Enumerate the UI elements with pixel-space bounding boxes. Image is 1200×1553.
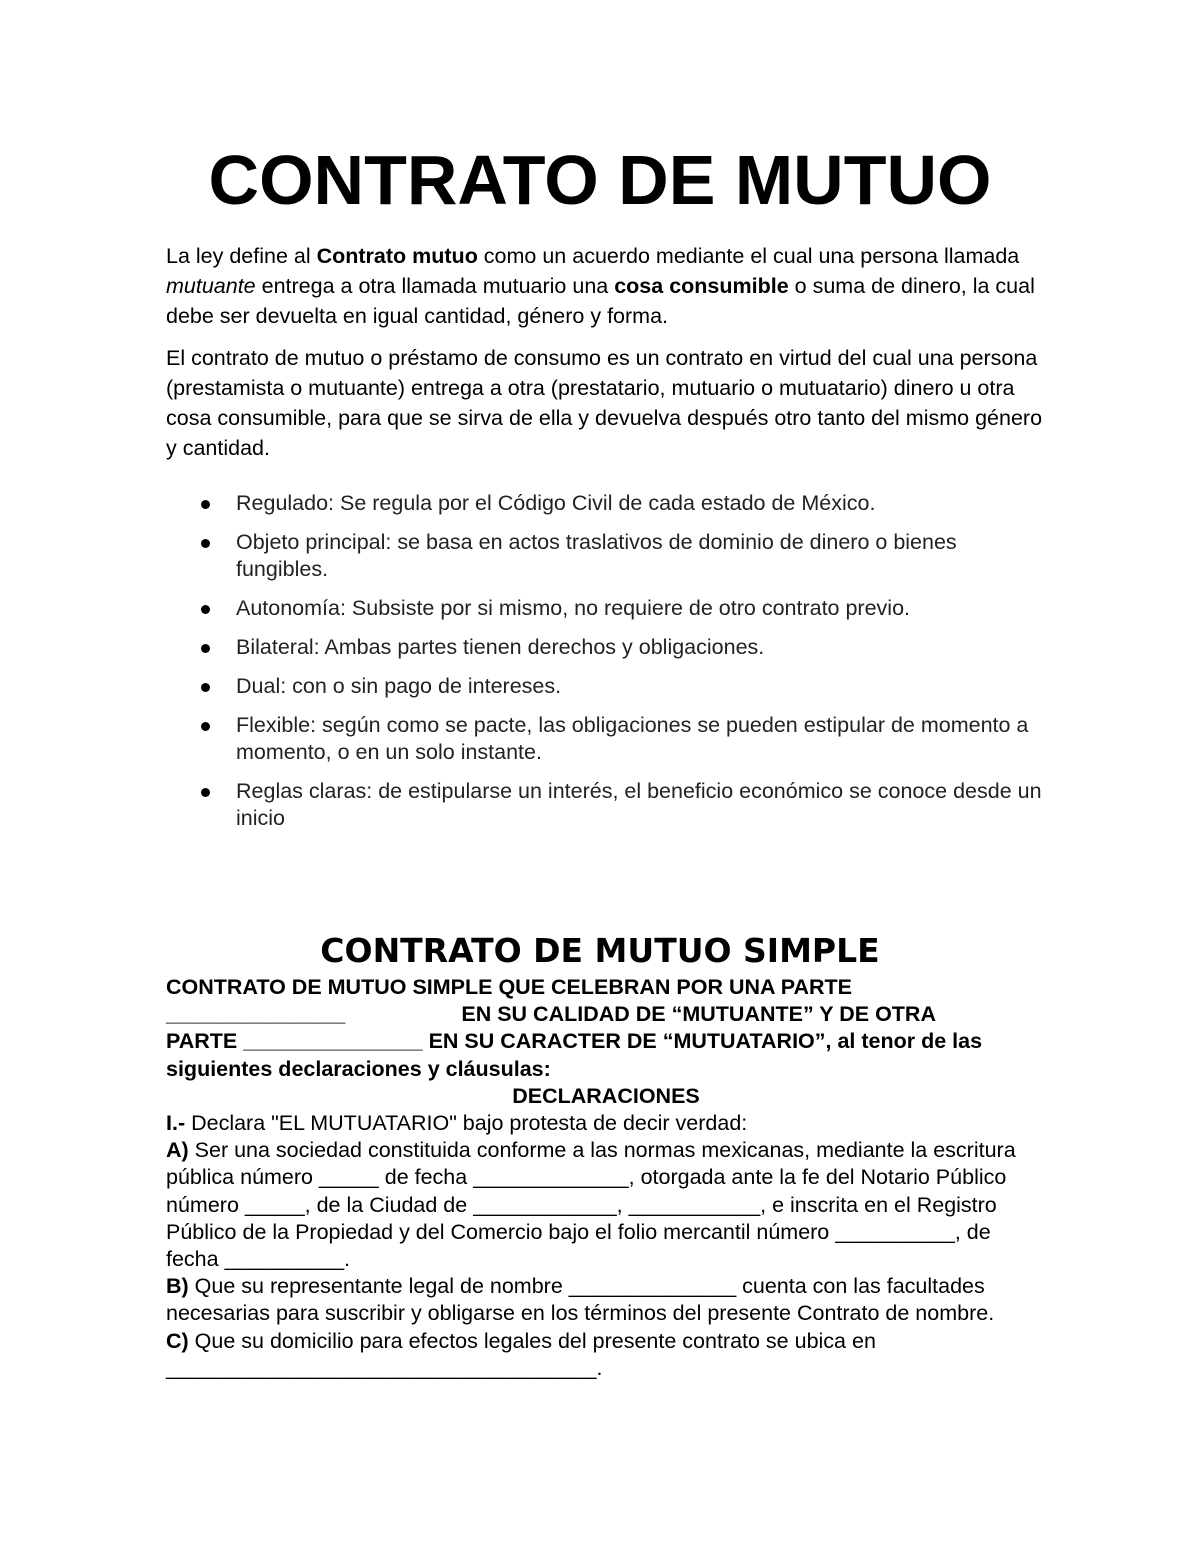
list-item-text: Flexible: según como se pacte, las obligaciones se pueden estipular de momento a momento, o en un solo instante. [236, 713, 1029, 764]
bullet-icon [201, 788, 210, 797]
declaration-c [166, 1328, 1046, 1382]
declaration-a [166, 1137, 1046, 1273]
declaration-b-text: Que su representante legal de nombre ______________ cuenta con las facultades necesarias para suscribir y obligarse en los términos del presente Contrato de nombre. [166, 1274, 995, 1326]
intro-text-3: entrega a otra llamada mutuario una [255, 274, 615, 298]
intro-italic-mutuante: mutuante [166, 274, 256, 298]
contract-heading-line-2: EN SU CALIDAD DE “MUTUANTE” Y DE OTRA [461, 1002, 936, 1027]
list-item [166, 529, 1046, 583]
list-item [166, 490, 1046, 517]
declaration-b [166, 1273, 1046, 1327]
list-item [166, 673, 1046, 700]
contract-heading-line-3: PARTE _______________ EN SU CARACTER DE “MUTUATARIO”, al tenor de las siguientes declaraciones y cláusulas: [166, 1029, 983, 1081]
contract-heading-line-1: CONTRATO DE MUTUO SIMPLE QUE CELEBRAN POR UNA PARTE [166, 975, 853, 999]
list-item-text: Bilateral: Ambas partes tienen derechos y obligaciones. [236, 635, 765, 659]
declaraciones-heading: DECLARACIONES [512, 1083, 700, 1108]
bullet-icon [201, 539, 210, 548]
bullet-icon [201, 644, 210, 653]
bullet-icon [201, 683, 210, 692]
bullet-icon [201, 722, 210, 731]
intro-text-1: La ley define al [166, 244, 317, 268]
intro-paragraph [166, 241, 1046, 331]
declaration-i [166, 1110, 1046, 1137]
intro-bold-contrato-mutuo: Contrato mutuo [316, 244, 478, 268]
document-title: CONTRATO DE MUTUO [208, 141, 992, 219]
list-item-text: Regulado: Se regula por el Código Civil de cada estado de México. [236, 491, 876, 515]
contract-heading-blank: _______________ [166, 1002, 346, 1027]
declaration-a-text: Ser una sociedad constituida conforme a las normas mexicanas, mediante la escritura pública número _____ de fecha _____________, otorgada ante la fe del Notario Público número _____, de la Ciudad de ____________, ___________, e inscrita en el Registro Público de la Propiedad y del Comercio bajo el folio mercantil número __________, de fecha __________. [166, 1138, 1016, 1272]
list-item [166, 634, 1046, 661]
section-title: CONTRATO DE MUTUO SIMPLE [320, 931, 880, 970]
declaration-i-label: I.- [166, 1111, 186, 1136]
intro-text-4: o suma de dinero, la cual debe ser devuelta en igual cantidad, género y forma. [166, 274, 1035, 328]
intro-text-2: como un acuerdo mediante el cual una persona llamada [477, 244, 1020, 268]
list-item-text: Reglas claras: de estipularse un interés, el beneficio económico se conoce desde un inicio [236, 779, 1042, 830]
list-item-text: Objeto principal: se basa en actos traslativos de dominio de dinero o bienes fungibles. [236, 530, 957, 581]
bullet-icon [201, 605, 210, 614]
intro-bold-cosa-consumible: cosa consumible [614, 274, 789, 298]
declaration-b-label: B) [166, 1274, 189, 1299]
list-item [166, 712, 1046, 766]
list-item-text: Autonomía: Subsiste por si mismo, no requiere de otro contrato previo. [236, 596, 911, 620]
bullet-icon [201, 500, 210, 509]
list-item-text: Dual: con o sin pago de intereses. [236, 674, 562, 698]
declaration-c-label: C) [166, 1328, 189, 1353]
list-item [166, 595, 1046, 622]
contract-body [166, 974, 1046, 1382]
features-list [166, 490, 1046, 844]
definition-paragraph: El contrato de mutuo o préstamo de consumo es un contrato en virtud del cual una persona (prestamista o mutuante) entrega a otra (prestatario, mutuario o mutuatario) dinero u otra cosa consumible, para que se sirva de ella y devuelva después otro tanto del mismo género y cantidad. [166, 346, 1043, 460]
declaration-c-text: Que su domicilio para efectos legales del presente contrato se ubica en ____________________________________. [166, 1328, 876, 1380]
declaration-a-label: A) [166, 1138, 189, 1163]
declaration-i-text: Declara "EL MUTUATARIO" bajo protesta de decir verdad: [185, 1111, 748, 1136]
contract-heading [166, 974, 1046, 1083]
list-item [166, 778, 1046, 832]
